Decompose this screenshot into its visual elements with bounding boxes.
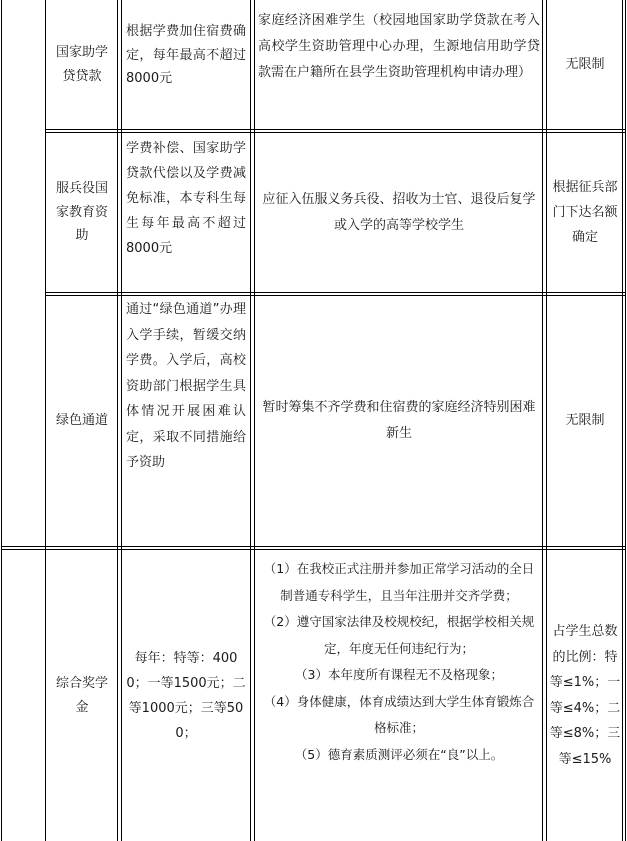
row-sep-1a xyxy=(46,129,626,130)
row-sep-2a xyxy=(46,292,626,293)
border-right-a xyxy=(622,0,623,841)
border-left xyxy=(1,0,2,841)
border-col1 xyxy=(45,0,46,841)
condition-1: （1）在我校正式注册并参加正常学习活动的全日制普通专科学生，且当年注册并交齐学费； xyxy=(263,561,535,603)
condition-2: （2）遵守国家法律及校规校纪，根据学校相关规定，年度无任何违纪行为； xyxy=(263,614,535,656)
border-col3b xyxy=(254,0,255,841)
row4-standard: 每年：特等：4000；一等1500元；二等1000元；三等500； xyxy=(126,650,246,741)
row4-name: 综合奖学金 xyxy=(55,676,108,715)
border-col2a xyxy=(117,0,118,841)
row3-quota: 无限制 xyxy=(565,413,605,429)
border-col3a xyxy=(250,0,251,841)
row4-conditions xyxy=(258,556,540,768)
condition-5: （5）德育素质测评必须在“良”以上。 xyxy=(294,746,504,762)
condition-4: （4）身体健康，体育成绩达到大学生体育锻炼合格标准； xyxy=(263,693,535,735)
row1-quota: 无限制 xyxy=(565,56,605,72)
condition-3: （3）本年度所有课程无不及格现象； xyxy=(295,667,503,682)
row4-quota: 占学生总数的比例：特等≤1%；一等≤4%；二等≤8%；三等≤15% xyxy=(549,624,621,767)
row2-quota: 根据征兵部门下达名额确定 xyxy=(552,180,618,245)
border-right-b xyxy=(625,0,626,841)
row1-target: 家庭经济困难学生（校园地国家助学贷款在考入高校学生资助管理中心办理，生源地信用助学贷款需在户籍所在县学生资助管理机构申请办理） xyxy=(258,13,540,80)
row2-target: 应征入伍服义务兵役、招收为士官、退役后复学或入学的高等学校学生 xyxy=(262,191,536,233)
row1-name: 国家助学贷贷款 xyxy=(55,45,108,84)
row3-name: 绿色通道 xyxy=(55,413,108,429)
border-col2b xyxy=(121,0,122,841)
row2-name: 服兵役国家教育资助 xyxy=(55,181,108,244)
row3-standard: 通过“绿色通道”办理入学手续，暂缓交纳学费。入学后，高校资助部门根据学生具体情况开展困难认定，采取不同措施给予资助 xyxy=(126,302,246,470)
section-sep-a xyxy=(1,546,626,547)
border-col4b xyxy=(546,0,547,841)
row1-standard: 根据学费加住宿费确定，每年最高不超过8000元 xyxy=(126,24,246,86)
border-col4a xyxy=(542,0,543,841)
row2-standard: 学费补偿、国家助学贷款代偿以及学费减免标准，本专科生每生每年最高不超过8000元 xyxy=(126,141,246,256)
row3-target: 暂时筹集不齐学费和住宿费的家庭经济特别困难新生 xyxy=(262,400,536,441)
